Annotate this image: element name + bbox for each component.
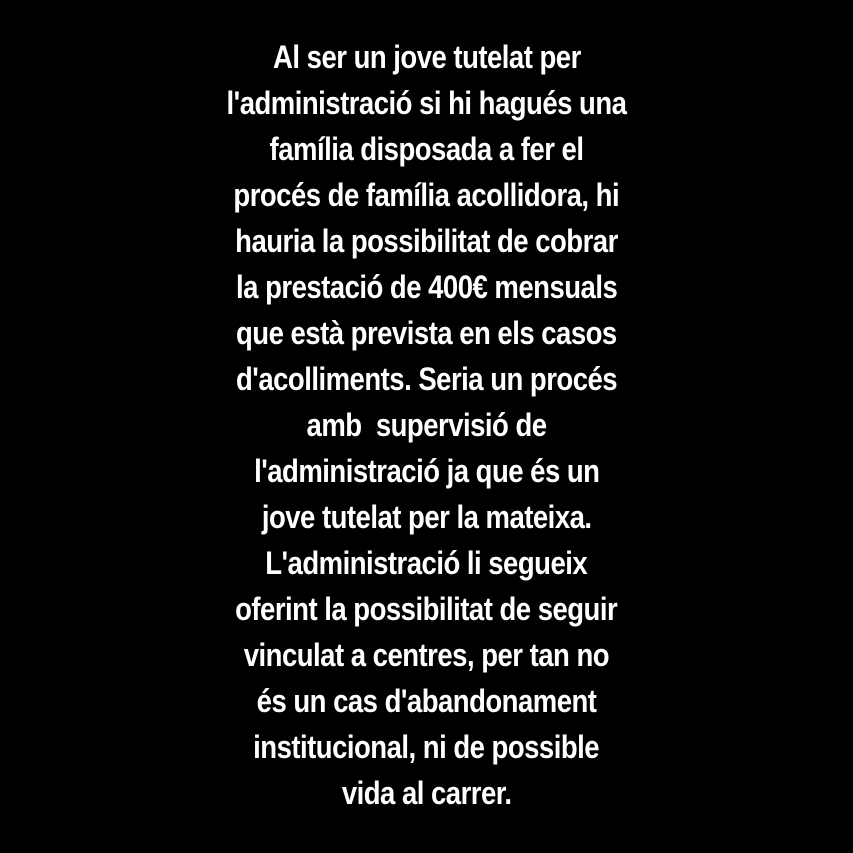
- text-line: jove tutelat per la mateixa.: [261, 499, 592, 535]
- text-line: família disposada a fer el: [269, 131, 584, 167]
- text-line: institucional, ni de possible: [253, 729, 600, 765]
- story-text-block: [0, 34, 853, 816]
- text-line: L'administració li segueix: [265, 545, 588, 581]
- text-line: l'administració si hi hagués una: [226, 85, 627, 121]
- text-line: la prestació de 400€ mensuals: [235, 269, 618, 305]
- text-line: Al ser un jove tutelat per: [272, 39, 581, 75]
- text-line: vinculat a centres, per tan no: [243, 637, 610, 673]
- text-line: és un cas d'abandonament: [256, 683, 597, 719]
- text-line: l'administració ja que és un: [253, 453, 600, 489]
- text-line: que està prevista en els casos: [236, 315, 617, 351]
- text-line: hauria la possibilitat de cobrar: [235, 223, 618, 259]
- text-line: vida al carrer.: [341, 775, 512, 811]
- text-line: amb supervisió de: [306, 407, 547, 443]
- text-line: procés de família acollidora, hi: [233, 177, 620, 213]
- text-line: d'acolliments. Seria un procés: [235, 361, 618, 397]
- text-line: oferint la possibilitat de seguir: [235, 591, 618, 627]
